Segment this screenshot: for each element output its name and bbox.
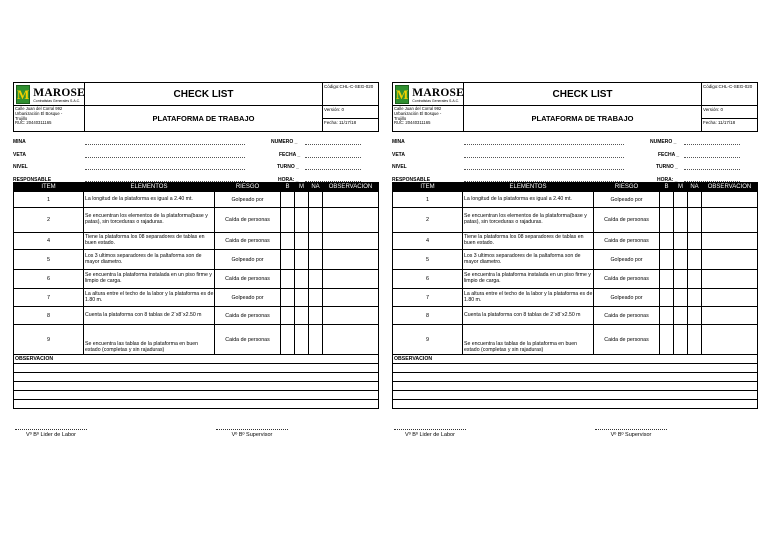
check-na[interactable]	[688, 289, 702, 307]
check-b[interactable]	[660, 208, 674, 233]
row-item: 1	[393, 192, 463, 208]
col-na: NA	[688, 183, 702, 192]
table-row	[393, 325, 758, 355]
nivel-label: NIVEL	[392, 164, 407, 170]
observacion-line[interactable]	[14, 364, 379, 373]
hora-input[interactable]	[684, 181, 740, 182]
table-row	[14, 289, 379, 307]
row-riesgo: Caída de personas	[215, 270, 281, 289]
row-observacion[interactable]	[323, 307, 379, 325]
check-b[interactable]	[281, 233, 295, 250]
row-riesgo: Caída de personas	[594, 208, 660, 233]
col-na: NA	[309, 183, 323, 192]
col-riesgo: RIESGO	[215, 183, 281, 192]
header-table	[13, 82, 379, 132]
row-riesgo: Golpeado por	[215, 192, 281, 208]
company-sub: Contratistas Generales S.A.C.	[33, 99, 81, 104]
check-na[interactable]	[688, 307, 702, 325]
nivel-input[interactable]	[464, 169, 624, 170]
document-title: CHECK LIST	[464, 83, 702, 106]
responsable-input[interactable]	[85, 181, 245, 182]
check-m[interactable]	[674, 270, 688, 289]
check-b[interactable]	[281, 250, 295, 270]
veta-label: VETA	[13, 152, 26, 158]
check-m[interactable]	[674, 250, 688, 270]
row-item: 2	[393, 208, 463, 233]
row-elemento: La altura entre el techo de la labor y la plataforma es de 1.80 m.	[463, 289, 594, 307]
col-item: ITEM	[393, 183, 463, 192]
signature-supervisor[interactable]	[216, 429, 288, 438]
check-na[interactable]	[688, 233, 702, 250]
document-subtitle: PLATAFORMA DE TRABAJO	[464, 106, 702, 132]
check-m[interactable]	[674, 192, 688, 208]
observacion-heading: OBSERVACION	[393, 355, 758, 364]
check-m[interactable]	[674, 325, 688, 355]
col-b: B	[281, 183, 295, 192]
row-riesgo: Caída de personas	[594, 270, 660, 289]
row-item: 9	[393, 325, 463, 355]
row-observacion[interactable]	[702, 270, 758, 289]
row-observacion[interactable]	[323, 289, 379, 307]
checklist-sheet-left	[13, 82, 378, 449]
fecha-label: FECHA _	[279, 152, 301, 158]
col-elementos: ELEMENTOS	[463, 183, 594, 192]
document-version: Versión: 0	[323, 106, 379, 119]
row-item: 7	[14, 289, 84, 307]
checklist-table	[13, 182, 379, 409]
observacion-line[interactable]	[14, 391, 379, 400]
check-m[interactable]	[295, 208, 309, 233]
row-riesgo: Caida de personas	[215, 307, 281, 325]
check-m[interactable]	[295, 270, 309, 289]
signature-lider[interactable]	[394, 429, 466, 438]
observacion-heading: OBSERVACION	[14, 355, 379, 364]
row-elemento: Se encuentra la plataforma instalada en un piso firme y limpio de carga.	[463, 270, 594, 289]
check-m[interactable]	[295, 192, 309, 208]
marose-logo-icon: M	[17, 86, 30, 102]
check-na[interactable]	[688, 325, 702, 355]
table-row	[14, 307, 379, 325]
check-na[interactable]	[309, 192, 323, 208]
header-fields	[392, 132, 757, 182]
check-na[interactable]	[309, 233, 323, 250]
observacion-line[interactable]	[393, 382, 758, 391]
check-b[interactable]	[660, 325, 674, 355]
col-item: ITEM	[14, 183, 84, 192]
veta-label: VETA	[392, 152, 405, 158]
row-item: 2	[14, 208, 84, 233]
row-elemento: Se encuentran los elementos de la plataforma(base y patas), sin torceduras o rajaduras.	[84, 208, 215, 233]
signature-supervisor-label: Vº Bº Supervisor	[610, 432, 652, 438]
check-m[interactable]	[674, 307, 688, 325]
turno-label: TURNO _	[277, 164, 299, 170]
document-title: CHECK LIST	[85, 83, 323, 106]
row-riesgo: Golpeado por	[594, 289, 660, 307]
observacion-line[interactable]	[14, 373, 379, 382]
veta-input[interactable]	[464, 157, 624, 158]
check-b[interactable]	[281, 192, 295, 208]
header-table	[392, 82, 758, 132]
check-m[interactable]	[674, 233, 688, 250]
table-row	[393, 208, 758, 233]
check-m[interactable]	[295, 325, 309, 355]
table-row	[14, 192, 379, 208]
row-observacion[interactable]	[702, 250, 758, 270]
observacion-line[interactable]	[393, 400, 758, 409]
col-b: B	[660, 183, 674, 192]
table-row	[393, 307, 758, 325]
row-elemento: Los 3 ultimos separadores de la paltaforma son de mayor diametro.	[463, 250, 594, 270]
check-b[interactable]	[660, 270, 674, 289]
row-item: 5	[393, 250, 463, 270]
row-observacion[interactable]	[323, 325, 379, 355]
checklist-table	[392, 182, 758, 409]
turno-input[interactable]	[684, 169, 740, 170]
row-riesgo: Golpeado por	[594, 250, 660, 270]
row-observacion[interactable]	[702, 307, 758, 325]
row-riesgo: Caida de personas	[594, 233, 660, 250]
observacion-line[interactable]	[393, 364, 758, 373]
row-observacion[interactable]	[702, 192, 758, 208]
company-name: MAROSE	[412, 87, 464, 100]
company-logo	[393, 84, 463, 104]
hora-input[interactable]	[305, 181, 361, 182]
col-m: M	[674, 183, 688, 192]
numero-input[interactable]	[684, 144, 740, 145]
row-elemento: Cuenta la plataforma con 8 tablas de 2¨x8¨x2.50 m	[84, 307, 215, 325]
check-m[interactable]	[674, 208, 688, 233]
col-riesgo: RIESGO	[594, 183, 660, 192]
signature-area	[13, 409, 378, 449]
company-sub: Contratistas Generales S.A.C.	[412, 99, 460, 104]
check-na[interactable]	[688, 250, 702, 270]
table-header-row	[393, 183, 758, 192]
col-elementos: ELEMENTOS	[84, 183, 215, 192]
numero-label: NUMERO _	[650, 139, 677, 145]
numero-input[interactable]	[305, 144, 361, 145]
check-na[interactable]	[309, 250, 323, 270]
check-b[interactable]	[281, 325, 295, 355]
table-row	[14, 250, 379, 270]
table-row	[393, 270, 758, 289]
table-row	[14, 233, 379, 250]
table-row	[393, 250, 758, 270]
col-observacion: OBSERVACION	[323, 183, 379, 192]
document-version: Versión: 0	[702, 106, 758, 119]
logo-cell	[14, 83, 85, 106]
responsable-label: RESPONSABLE	[13, 177, 52, 183]
check-b[interactable]	[281, 208, 295, 233]
row-observacion[interactable]	[323, 250, 379, 270]
row-item: 1	[14, 192, 84, 208]
company-address: Calle Juan del Corral 992 Urbanización El Bosque - Trujillo RUC: 20440311165	[14, 106, 85, 132]
row-item: 6	[14, 270, 84, 289]
marose-logo-icon: M	[396, 86, 409, 102]
document-code: Código:CHL-C-SEG-020	[323, 83, 379, 106]
check-m[interactable]	[295, 250, 309, 270]
logo-cell	[393, 83, 464, 106]
check-m[interactable]	[295, 289, 309, 307]
row-item: 4	[14, 233, 84, 250]
header-fields	[13, 132, 378, 182]
check-na[interactable]	[688, 270, 702, 289]
check-na[interactable]	[688, 208, 702, 233]
mina-label: MINA	[13, 139, 26, 145]
row-elemento: Tiene la plataforma los 08 separadores de tablas en buen estado.	[84, 233, 215, 250]
table-row	[14, 270, 379, 289]
hora-label: HORA: _	[278, 177, 299, 183]
check-na[interactable]	[309, 270, 323, 289]
row-riesgo: Golpeado por	[215, 250, 281, 270]
document-date: Fecha: 11/17/18	[702, 119, 758, 132]
row-elemento: Se encuentran los elementos de la plataforma(base y patas), sin torceduras o rajaduras.	[463, 208, 594, 233]
checklist-sheet-right	[392, 82, 757, 449]
table-row	[14, 208, 379, 233]
signature-supervisor-label: Vº Bº Supervisor	[231, 432, 273, 438]
row-elemento: Los 3 ultimos separadores de la paltaforma son de mayor diametro.	[84, 250, 215, 270]
check-b[interactable]	[660, 250, 674, 270]
row-observacion[interactable]	[702, 233, 758, 250]
row-riesgo: Caida de personas	[215, 233, 281, 250]
company-address: Calle Juan del Corral 992 Urbanización El Bosque - Trujillo RUC: 20440311165	[393, 106, 464, 132]
row-riesgo: Caida de personas	[215, 325, 281, 355]
company-logo	[14, 84, 84, 104]
mina-input[interactable]	[464, 144, 624, 145]
numero-label: NUMERO _	[271, 139, 298, 145]
table-header-row	[14, 183, 379, 192]
turno-label: TURNO _	[656, 164, 678, 170]
check-na[interactable]	[688, 192, 702, 208]
mina-input[interactable]	[85, 144, 245, 145]
document-subtitle: PLATAFORMA DE TRABAJO	[85, 106, 323, 132]
company-name: MAROSE	[33, 87, 85, 100]
row-elemento: Tiene la plataforma los 08 separadores de tablas en buen estado.	[463, 233, 594, 250]
row-observacion[interactable]	[323, 208, 379, 233]
table-row	[14, 325, 379, 355]
row-item: 5	[14, 250, 84, 270]
row-elemento: La altura entre el techo de la labor y la plataforma es de 1.80 m.	[84, 289, 215, 307]
row-item: 8	[393, 307, 463, 325]
check-b[interactable]	[660, 307, 674, 325]
nivel-input[interactable]	[85, 169, 245, 170]
row-observacion[interactable]	[323, 192, 379, 208]
check-m[interactable]	[295, 307, 309, 325]
col-m: M	[295, 183, 309, 192]
signature-lider[interactable]	[15, 429, 87, 438]
check-b[interactable]	[660, 289, 674, 307]
check-b[interactable]	[281, 307, 295, 325]
veta-input[interactable]	[85, 157, 245, 158]
document-date: Fecha: 11/17/18	[323, 119, 379, 132]
row-item: 4	[393, 233, 463, 250]
row-riesgo: Golpeado por	[215, 289, 281, 307]
row-observacion[interactable]	[323, 270, 379, 289]
mina-label: MINA	[392, 139, 405, 145]
row-elemento: La longitud de la plataforma es igual a 2.40 mt.	[463, 192, 594, 208]
fecha-input[interactable]	[684, 157, 740, 158]
observacion-line[interactable]	[14, 382, 379, 391]
row-elemento: Se encuentra la plataforma instalada en un piso firme y limpio de carga.	[84, 270, 215, 289]
check-na[interactable]	[309, 289, 323, 307]
document-code: Código:CHL-C-SEG-020	[702, 83, 758, 106]
row-observacion[interactable]	[323, 233, 379, 250]
observacion-line[interactable]	[393, 373, 758, 382]
check-m[interactable]	[674, 289, 688, 307]
table-row	[393, 192, 758, 208]
responsable-label: RESPONSABLE	[392, 177, 431, 183]
signature-supervisor[interactable]	[595, 429, 667, 438]
table-row	[393, 289, 758, 307]
check-b[interactable]	[660, 192, 674, 208]
check-m[interactable]	[295, 233, 309, 250]
check-b[interactable]	[281, 289, 295, 307]
row-riesgo: Golpeado por	[594, 192, 660, 208]
row-elemento: Cuenta la plataforma con 8 tablas de 2¨x8¨x2.50 m	[463, 307, 594, 325]
col-observacion: OBSERVACION	[702, 183, 758, 192]
row-item: 6	[393, 270, 463, 289]
hora-label: HORA: _	[657, 177, 678, 183]
observacion-line[interactable]	[14, 400, 379, 409]
signature-lider-label: Vº Bº Lider de Labor	[405, 432, 455, 438]
check-b[interactable]	[281, 270, 295, 289]
row-riesgo: Caída de personas	[215, 208, 281, 233]
check-na[interactable]	[309, 208, 323, 233]
row-observacion[interactable]	[702, 289, 758, 307]
table-row	[393, 233, 758, 250]
row-riesgo: Caida de personas	[594, 307, 660, 325]
check-na[interactable]	[309, 325, 323, 355]
check-na[interactable]	[309, 307, 323, 325]
row-elemento: Se encuentra las tablas de la plataforma en buen estado (completas y sin rajaduras)	[84, 325, 215, 355]
fecha-input[interactable]	[305, 157, 361, 158]
check-b[interactable]	[660, 233, 674, 250]
row-item: 8	[14, 307, 84, 325]
fecha-label: FECHA _	[658, 152, 680, 158]
nivel-label: NIVEL	[13, 164, 28, 170]
signature-area	[392, 409, 757, 449]
responsable-input[interactable]	[464, 181, 624, 182]
row-elemento: Se encuentra las tablas de la plataforma en buen estado (completas y sin rajaduras)	[463, 325, 594, 355]
row-item: 9	[14, 325, 84, 355]
row-item: 7	[393, 289, 463, 307]
turno-input[interactable]	[305, 169, 361, 170]
observacion-line[interactable]	[393, 391, 758, 400]
row-elemento: La longitud de la plataforma es igual a 2.40 mt.	[84, 192, 215, 208]
row-riesgo: Caida de personas	[594, 325, 660, 355]
row-observacion[interactable]	[702, 208, 758, 233]
row-observacion[interactable]	[702, 325, 758, 355]
signature-lider-label: Vº Bº Lider de Labor	[26, 432, 76, 438]
